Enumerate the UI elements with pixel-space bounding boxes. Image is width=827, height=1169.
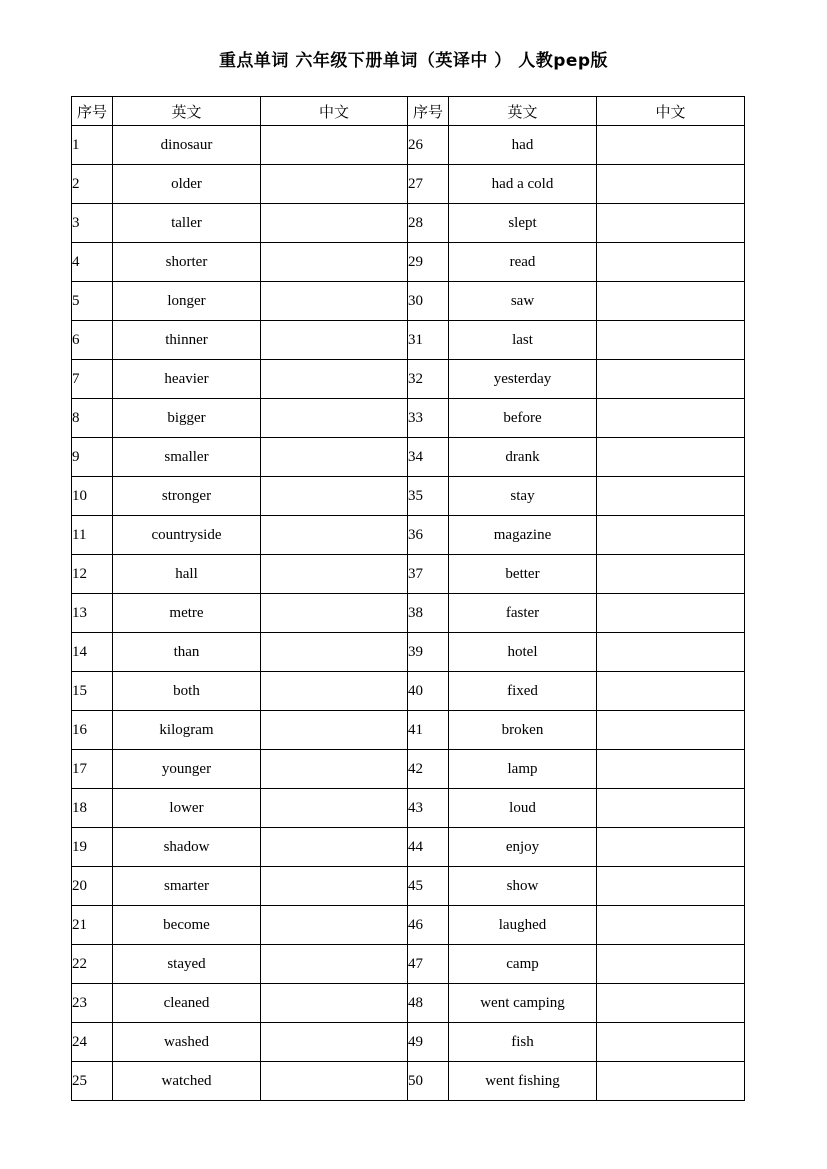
chinese-answer-blank-left[interactable] (261, 477, 408, 516)
word-number-left: 24 (72, 1023, 113, 1062)
word-number-left: 6 (72, 321, 113, 360)
chinese-answer-blank-left[interactable] (261, 1023, 408, 1062)
english-word-left: stayed (113, 945, 261, 984)
word-number-left: 7 (72, 360, 113, 399)
table-row (72, 555, 745, 594)
word-number-right: 33 (408, 399, 449, 438)
english-word-left: metre (113, 594, 261, 633)
english-word-right: read (449, 243, 597, 282)
chinese-answer-blank-right[interactable] (597, 750, 745, 789)
table-row (72, 438, 745, 477)
chinese-answer-blank-right[interactable] (597, 945, 745, 984)
chinese-answer-blank-right[interactable] (597, 789, 745, 828)
english-word-left: younger (113, 750, 261, 789)
table-row (72, 633, 745, 672)
word-number-right: 50 (408, 1062, 449, 1101)
word-number-right: 46 (408, 906, 449, 945)
english-word-right: lamp (449, 750, 597, 789)
chinese-answer-blank-left[interactable] (261, 945, 408, 984)
english-word-left: shorter (113, 243, 261, 282)
chinese-answer-blank-left[interactable] (261, 321, 408, 360)
chinese-answer-blank-left[interactable] (261, 282, 408, 321)
word-number-left: 21 (72, 906, 113, 945)
chinese-answer-blank-right[interactable] (597, 1023, 745, 1062)
word-number-left: 23 (72, 984, 113, 1023)
chinese-answer-blank-right[interactable] (597, 711, 745, 750)
word-number-left: 5 (72, 282, 113, 321)
word-number-right: 38 (408, 594, 449, 633)
chinese-answer-blank-left[interactable] (261, 399, 408, 438)
header-chinese-right: 中文 (597, 97, 745, 126)
word-number-right: 28 (408, 204, 449, 243)
table-body (72, 126, 745, 1101)
table-row (72, 750, 745, 789)
header-english-left: 英文 (113, 97, 261, 126)
word-number-right: 42 (408, 750, 449, 789)
word-number-right: 26 (408, 126, 449, 165)
word-number-right: 39 (408, 633, 449, 672)
word-number-right: 40 (408, 672, 449, 711)
chinese-answer-blank-right[interactable] (597, 126, 745, 165)
chinese-answer-blank-right[interactable] (597, 516, 745, 555)
header-english-right: 英文 (449, 97, 597, 126)
chinese-answer-blank-right[interactable] (597, 360, 745, 399)
word-number-left: 13 (72, 594, 113, 633)
chinese-answer-blank-right[interactable] (597, 906, 745, 945)
table-row (72, 282, 745, 321)
english-word-left: shadow (113, 828, 261, 867)
chinese-answer-blank-right[interactable] (597, 321, 745, 360)
english-word-right: show (449, 867, 597, 906)
english-word-right: hotel (449, 633, 597, 672)
chinese-answer-blank-left[interactable] (261, 594, 408, 633)
header-num-left: 序号 (72, 97, 113, 126)
table-header-row (72, 97, 745, 126)
word-number-right: 35 (408, 477, 449, 516)
english-word-right: fixed (449, 672, 597, 711)
table-row (72, 672, 745, 711)
chinese-answer-blank-left[interactable] (261, 867, 408, 906)
english-word-left: washed (113, 1023, 261, 1062)
table-row (72, 1062, 745, 1101)
chinese-answer-blank-left[interactable] (261, 633, 408, 672)
english-word-left: longer (113, 282, 261, 321)
word-number-right: 47 (408, 945, 449, 984)
chinese-answer-blank-right[interactable] (597, 165, 745, 204)
chinese-answer-blank-right[interactable] (597, 984, 745, 1023)
chinese-answer-blank-right[interactable] (597, 867, 745, 906)
chinese-answer-blank-left[interactable] (261, 360, 408, 399)
english-word-right: went fishing (449, 1062, 597, 1101)
word-number-left: 11 (72, 516, 113, 555)
english-word-right: faster (449, 594, 597, 633)
word-number-left: 20 (72, 867, 113, 906)
word-number-right: 29 (408, 243, 449, 282)
table-row (72, 828, 745, 867)
chinese-answer-blank-left[interactable] (261, 204, 408, 243)
english-word-left: taller (113, 204, 261, 243)
chinese-answer-blank-right[interactable] (597, 1062, 745, 1101)
chinese-answer-blank-right[interactable] (597, 282, 745, 321)
english-word-left: hall (113, 555, 261, 594)
chinese-answer-blank-right[interactable] (597, 672, 745, 711)
chinese-answer-blank-right[interactable] (597, 633, 745, 672)
table-row (72, 984, 745, 1023)
chinese-answer-blank-right[interactable] (597, 438, 745, 477)
table-row (72, 165, 745, 204)
chinese-answer-blank-left[interactable] (261, 1062, 408, 1101)
english-word-left: dinosaur (113, 126, 261, 165)
table-row (72, 243, 745, 282)
chinese-answer-blank-left[interactable] (261, 126, 408, 165)
chinese-answer-blank-right[interactable] (597, 828, 745, 867)
english-word-right: last (449, 321, 597, 360)
chinese-answer-blank-right[interactable] (597, 204, 745, 243)
english-word-left: lower (113, 789, 261, 828)
word-number-right: 32 (408, 360, 449, 399)
word-number-left: 10 (72, 477, 113, 516)
word-number-right: 36 (408, 516, 449, 555)
table-row (72, 789, 745, 828)
word-number-left: 9 (72, 438, 113, 477)
chinese-answer-blank-left[interactable] (261, 828, 408, 867)
vocabulary-table (71, 96, 745, 1101)
word-number-right: 45 (408, 867, 449, 906)
english-word-left: stronger (113, 477, 261, 516)
english-word-right: laughed (449, 906, 597, 945)
word-number-right: 44 (408, 828, 449, 867)
english-word-right: loud (449, 789, 597, 828)
chinese-answer-blank-right[interactable] (597, 399, 745, 438)
word-number-right: 43 (408, 789, 449, 828)
english-word-left: heavier (113, 360, 261, 399)
english-word-left: older (113, 165, 261, 204)
english-word-right: had a cold (449, 165, 597, 204)
word-number-right: 49 (408, 1023, 449, 1062)
english-word-left: become (113, 906, 261, 945)
word-number-right: 37 (408, 555, 449, 594)
english-word-left: cleaned (113, 984, 261, 1023)
table-row (72, 906, 745, 945)
table-row (72, 477, 745, 516)
chinese-answer-blank-left[interactable] (261, 243, 408, 282)
word-number-left: 3 (72, 204, 113, 243)
english-word-right: fish (449, 1023, 597, 1062)
word-number-left: 2 (72, 165, 113, 204)
chinese-answer-blank-left[interactable] (261, 516, 408, 555)
page-title: 重点单词 六年级下册单词（英译中 ） 人教pep版 (218, 51, 609, 71)
chinese-answer-blank-left[interactable] (261, 672, 408, 711)
english-word-right: broken (449, 711, 597, 750)
word-number-left: 8 (72, 399, 113, 438)
word-number-right: 31 (408, 321, 449, 360)
english-word-left: kilogram (113, 711, 261, 750)
english-word-right: saw (449, 282, 597, 321)
english-word-right: magazine (449, 516, 597, 555)
chinese-answer-blank-left[interactable] (261, 165, 408, 204)
word-number-left: 22 (72, 945, 113, 984)
chinese-answer-blank-left[interactable] (261, 789, 408, 828)
table-row (72, 204, 745, 243)
word-number-left: 12 (72, 555, 113, 594)
chinese-answer-blank-right[interactable] (597, 477, 745, 516)
word-number-left: 1 (72, 126, 113, 165)
chinese-answer-blank-right[interactable] (597, 243, 745, 282)
table-row (72, 945, 745, 984)
chinese-answer-blank-left[interactable] (261, 984, 408, 1023)
word-number-left: 18 (72, 789, 113, 828)
table-row (72, 867, 745, 906)
chinese-answer-blank-left[interactable] (261, 555, 408, 594)
word-number-right: 34 (408, 438, 449, 477)
english-word-right: drank (449, 438, 597, 477)
english-word-right: slept (449, 204, 597, 243)
english-word-right: better (449, 555, 597, 594)
english-word-left: bigger (113, 399, 261, 438)
word-number-right: 41 (408, 711, 449, 750)
english-word-right: stay (449, 477, 597, 516)
word-number-right: 30 (408, 282, 449, 321)
chinese-answer-blank-left[interactable] (261, 750, 408, 789)
table-row (72, 1023, 745, 1062)
chinese-answer-blank-left[interactable] (261, 438, 408, 477)
word-number-left: 16 (72, 711, 113, 750)
table-row (72, 399, 745, 438)
chinese-answer-blank-left[interactable] (261, 906, 408, 945)
english-word-left: than (113, 633, 261, 672)
english-word-right: went camping (449, 984, 597, 1023)
table-row (72, 321, 745, 360)
word-number-left: 17 (72, 750, 113, 789)
table-row (72, 126, 745, 165)
word-number-left: 19 (72, 828, 113, 867)
english-word-left: smaller (113, 438, 261, 477)
english-word-right: yesterday (449, 360, 597, 399)
chinese-answer-blank-right[interactable] (597, 594, 745, 633)
word-number-left: 25 (72, 1062, 113, 1101)
table-row (72, 594, 745, 633)
english-word-right: had (449, 126, 597, 165)
table-row (72, 360, 745, 399)
english-word-left: watched (113, 1062, 261, 1101)
english-word-right: before (449, 399, 597, 438)
english-word-left: smarter (113, 867, 261, 906)
english-word-right: camp (449, 945, 597, 984)
word-number-left: 14 (72, 633, 113, 672)
word-number-left: 4 (72, 243, 113, 282)
word-number-right: 48 (408, 984, 449, 1023)
table-row (72, 516, 745, 555)
word-number-right: 27 (408, 165, 449, 204)
table-row (72, 711, 745, 750)
english-word-left: countryside (113, 516, 261, 555)
chinese-answer-blank-left[interactable] (261, 711, 408, 750)
header-num-right: 序号 (408, 97, 449, 126)
english-word-left: both (113, 672, 261, 711)
chinese-answer-blank-right[interactable] (597, 555, 745, 594)
word-number-left: 15 (72, 672, 113, 711)
english-word-right: enjoy (449, 828, 597, 867)
english-word-left: thinner (113, 321, 261, 360)
header-chinese-left: 中文 (261, 97, 408, 126)
